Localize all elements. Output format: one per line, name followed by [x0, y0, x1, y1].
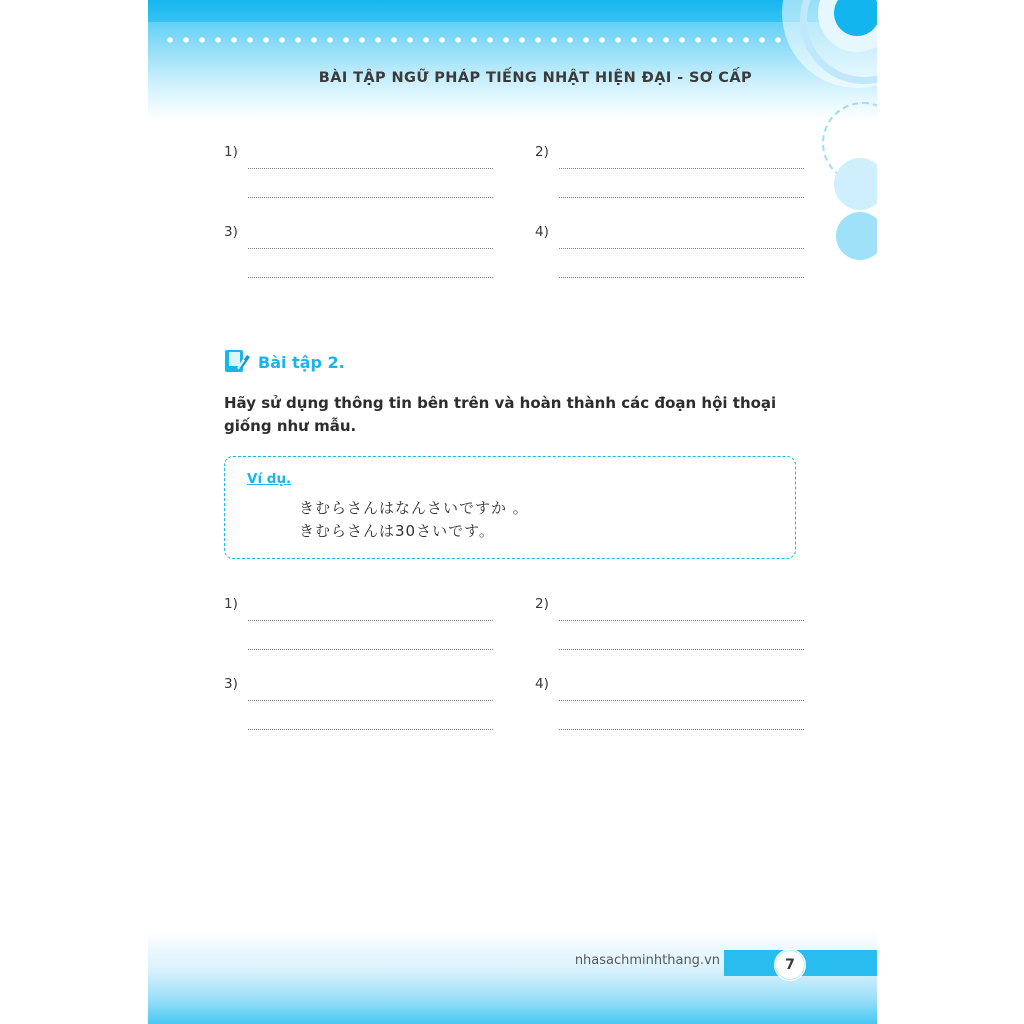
answer-number-spacer: [535, 251, 559, 253]
answer-number: 2): [535, 596, 549, 612]
footer-website[interactable]: nhasachminhthang.vn: [574, 953, 720, 968]
answer-item: [224, 142, 493, 169]
answer-write-line[interactable]: [559, 602, 804, 621]
answer-item: [224, 171, 493, 198]
answer-row-continuation: [224, 171, 804, 198]
answer-item: [535, 171, 804, 198]
answer-item: [224, 674, 493, 701]
answer-number: 2): [535, 144, 549, 160]
answer-write-line[interactable]: [248, 682, 493, 701]
answer-write-line[interactable]: [248, 150, 493, 169]
answer-item: [535, 142, 804, 169]
exercise-instruction: Hãy sử dụng thông tin bên trên và hoàn thành các đoạn hội thoại giống như mẫu.: [224, 394, 777, 436]
answer-write-line[interactable]: [559, 150, 804, 169]
answer-item: [224, 251, 493, 278]
answer-number: 3): [224, 224, 238, 240]
row-spacer: [224, 200, 804, 222]
answer-write-line[interactable]: [559, 259, 804, 278]
answer-item: [535, 222, 804, 249]
answer-item: [224, 703, 493, 730]
deco-circle-5: [834, 158, 877, 210]
answer-lines-exercise2: [224, 594, 804, 732]
page-number-badge: 7: [774, 949, 806, 981]
answer-lines-top: [224, 142, 804, 280]
footer-decorative-band: [148, 930, 877, 1024]
answer-row-continuation: [224, 623, 804, 650]
answer-number-spacer: [224, 623, 248, 625]
answer-write-line[interactable]: [559, 631, 804, 650]
answer-number-spacer: [535, 623, 559, 625]
answer-row-continuation: [224, 703, 804, 730]
answer-write-line[interactable]: [559, 230, 804, 249]
answer-number-spacer: [224, 251, 248, 253]
example-line: きむらさんはなんさいですか 。: [299, 499, 529, 517]
answer-write-line[interactable]: [559, 179, 804, 198]
exercise-heading: [224, 348, 345, 376]
answer-item: [535, 703, 804, 730]
answer-item: [535, 594, 804, 621]
answer-row: [224, 142, 804, 169]
answer-number: 1): [224, 596, 238, 612]
answer-row-continuation: [224, 251, 804, 278]
example-box: [224, 456, 796, 559]
answer-write-line[interactable]: [248, 259, 493, 278]
answer-write-line[interactable]: [248, 602, 493, 621]
answer-number-spacer: [535, 171, 559, 173]
answer-row: [224, 674, 804, 701]
answer-item: [535, 674, 804, 701]
answer-write-line[interactable]: [248, 179, 493, 198]
answer-write-line[interactable]: [248, 631, 493, 650]
answer-item: [224, 594, 493, 621]
header-dot-row: [162, 36, 782, 44]
page-title: BÀI TẬP NGỮ PHÁP TIẾNG NHẬT HIỆN ĐẠI - SƠ CẤP: [318, 70, 752, 86]
row-spacer: [224, 652, 804, 674]
answer-write-line[interactable]: [559, 711, 804, 730]
answer-number-spacer: [535, 703, 559, 705]
answer-item: [224, 222, 493, 249]
answer-number: 3): [224, 676, 238, 692]
answer-item: [535, 623, 804, 650]
exercise-title: Bài tập 2.: [258, 352, 345, 372]
answer-item: [535, 251, 804, 278]
answer-number: 4): [535, 676, 549, 692]
answer-row: [224, 222, 804, 249]
example-line: きむらさんは30さいです。: [299, 521, 495, 540]
answer-item: [224, 623, 493, 650]
deco-circle-6: [836, 212, 877, 260]
answer-row: [224, 594, 804, 621]
book-pencil-icon: [224, 348, 250, 376]
example-label: Ví dụ.: [247, 471, 292, 487]
answer-number: 1): [224, 144, 238, 160]
answer-write-line[interactable]: [248, 230, 493, 249]
answer-number-spacer: [224, 703, 248, 705]
answer-number: 4): [535, 224, 549, 240]
answer-number-spacer: [224, 171, 248, 173]
answer-write-line[interactable]: [559, 682, 804, 701]
answer-write-line[interactable]: [248, 711, 493, 730]
